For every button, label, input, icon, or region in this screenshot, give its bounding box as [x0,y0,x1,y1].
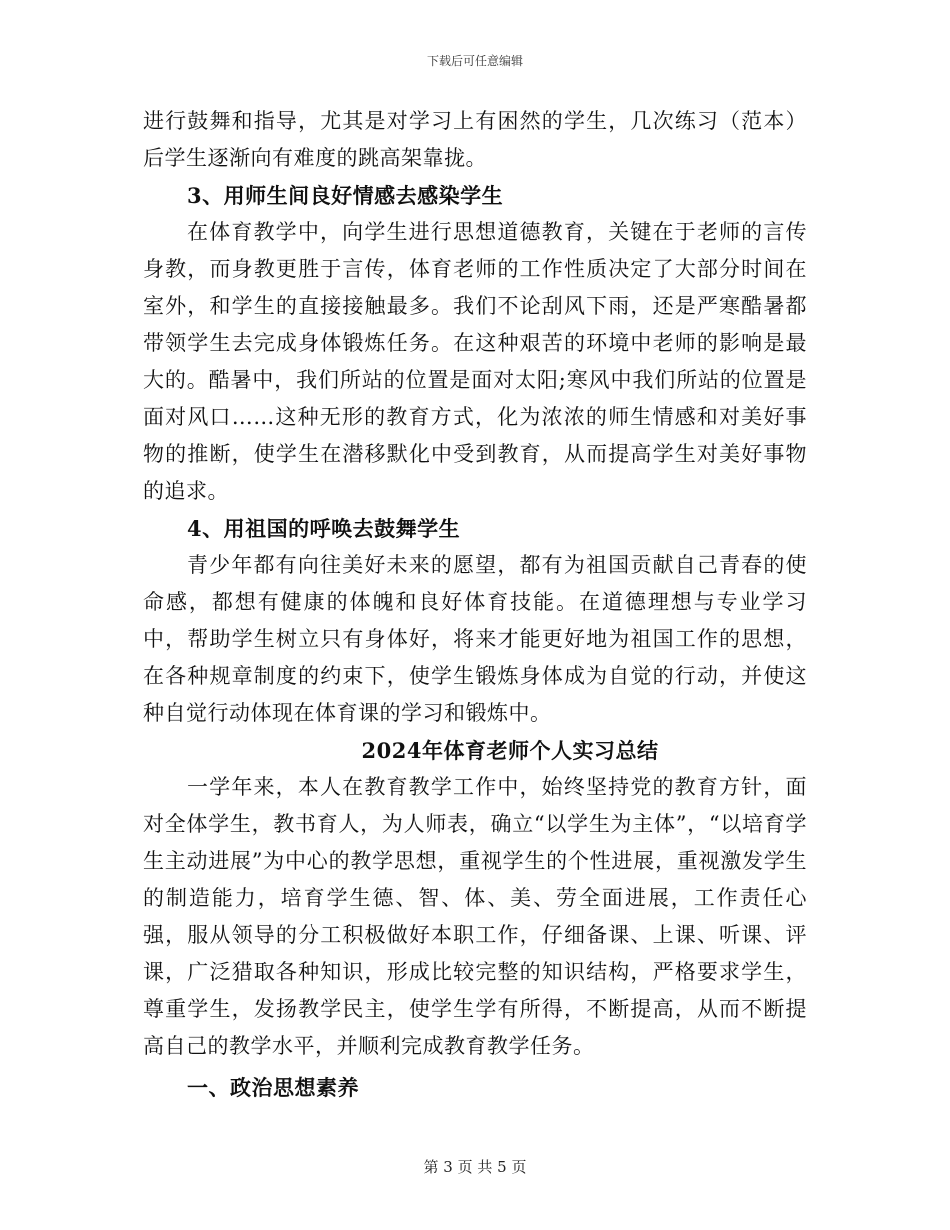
page-header: 下载后可任意编辑 [426,54,523,68]
document-body [143,103,807,1106]
page-footer: 第 3 页 共 5 页 [423,1158,527,1176]
paragraph-section-3: 在体育教学中，向学生进行思想道德教育，关键在于老师的言传身教，而身教更胜于言传，体育老师的工作性质决定了大部分时间在室外，和学生的直接接触最多。我们不论刮风下雨，还是严寒酷暑都带领学生去完成身体锻炼任务。在这种艰苦的环境中老师的影响是最大的。酷暑中，我们所站的位置是面对太阳;寒风中我们所站的位置是面对风口……这种无形的教育方式，化为浓浓的师生情感和对美好事物的推断，使学生在潜移默化中受到教育，从而提高学生对美好事物的追求。 [143,220,807,503]
paragraph-intro: 进行鼓舞和指导，尤其是对学习上有困然的学生，几次练习（范本）后学生逐渐向有难度的跳高架靠拢。 [143,109,807,170]
paragraph-summary: 一学年来，本人在教育教学工作中，始终坚持党的教育方针，面对全体学生，教书育人，为人师表，确立“以学生为主体”，“以培育学生主动进展”为中心的教学思想，重视学生的个性进展，重视激发学生的制造能力，培育学生德、智、体、美、劳全面进展，工作责任心强，服从领导的分工积极做好本职工作，仔细备课、上课、听课、评课，广泛猎取各种知识，形成比较完整的知识结构，严格要求学生，尊重学生，发扬教学民主，使学生学有所得，不断提高，从而不断提高自己的教学水平，并顺利完成教育教学任务。 [143,775,807,1058]
section-heading-3: 3、用师生间良好情感去感染学生 [187,183,504,208]
document-title: 2024年体育老师个人实习总结 [361,738,659,763]
paragraph-section-4: 青少年都有向往美好未来的愿望，都有为祖国贡献自己青春的使命感，都想有健康的体魄和良好体育技能。在道德理想与专业学习中，帮助学生树立只有身体好，将来才能更好地为祖国工作的思想，在各种规章制度的约束下，使学生锻炼身体成为自觉的行动，并使这种自觉行动体现在体育课的学习和锻炼中。 [143,553,807,725]
section-heading-4: 4、用祖国的呼唤去鼓舞学生 [187,516,461,541]
section-heading-one: 一、政治思想素养 [187,1075,359,1100]
